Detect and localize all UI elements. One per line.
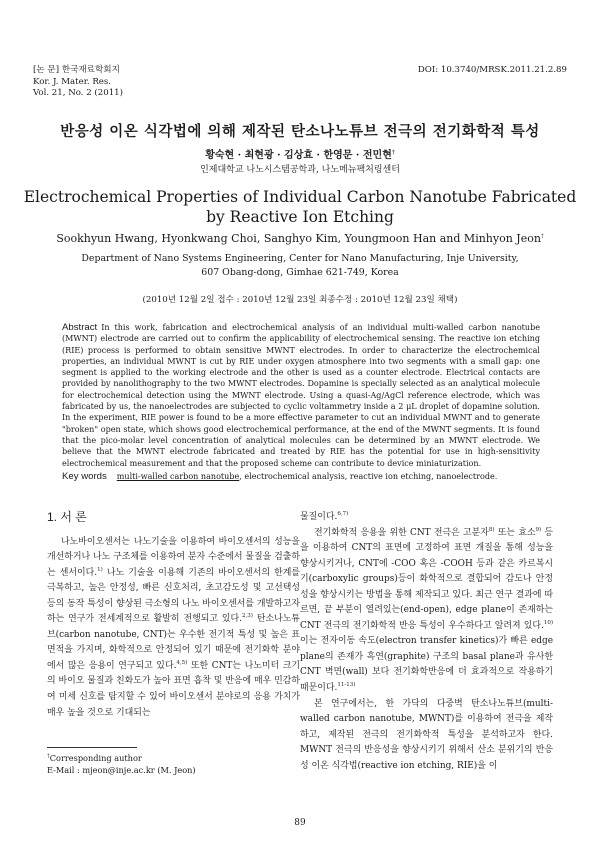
title-english-line-1: Electrochemical Properties of Individual Carbon Nanotube Fabricated [23,188,577,206]
title-english [0,187,600,227]
journal-volume: Vol. 21, No. 2 (2011) [33,88,123,98]
footnote-corresponding [47,752,196,764]
footnote [47,752,196,776]
footnote-rule [47,747,137,748]
page-number: 89 [294,818,306,828]
footnote-mark: † [47,753,50,760]
citation: 1) [97,566,103,573]
abstract-text: In this work, fabrication and electrochemical analysis of an individual multi-walled carbon nanotube (MWNT) electrode are carried out to confirm the applicability of electrochemical sensing. The reactive ion etching (RIE) process is performed to obtain sensitive MWNT electrodes. In order to characterize the electrochemical properties, an individual MWNT is cut by RIE under oxygen atmosphere into two segments with a small gap: one segment is applied to the working electrode and the other is used as a counter electrode. Electrical contacts are provided by nanolithography to the two MWNT electrodes. Dopamine is specially selected as an analytical molecule for electrochemical detection using the MWNT electrode. Using a quasi-Ag/AgCl reference electrode, which was fabricated by us, the nanoelectrodes are subjected to cyclic voltammetry inside a 2 μL droplet of dopamine solution. In the experiment, RIE power is found to be a more effective parameter to cut an individual MWNT and to generate "broken" open state, which shows good electrochemical performance, at the end of the MWNT segments. It is found that the pico-molar level concentration of analytical molecules can be determined by an MWNT electrode. We believe that the MWNT electrode fabricated and treated by RIE has the potential for use in high-sensitivity electrochemical measurement and that the proposed scheme can contribute to device miniaturization. [62,323,540,468]
affiliation-english [0,252,600,280]
citation: 8) [488,526,495,533]
authors-korean-names: 황숙현 · 최현광 · 김상효 · 한영문 · 전민현 [205,150,392,161]
abstract [62,322,540,469]
citation: 4,5) [176,659,188,666]
citation: 10) [543,619,553,626]
authors-english-names: Sookhyun Hwang, Hyonkwang Choi, Sanghyo Kim, Youngmoon Han and Minhyon Jeon [56,232,541,245]
intro-p2-text-b: 또는 효소 [494,527,536,538]
journal-abbr: Kor. J. Mater. Res. [33,76,112,87]
intro-p1-text-a: 나노바이오센서는 나노기술을 이용하여 바이오센서의 성능을 개선하거나 나노 구조체를 이용하여 분자 수준에서 물질을 검출하는 센서이다. [47,536,300,578]
keywords-label: Key words [62,471,107,482]
citation: 2,3) [242,613,253,620]
intro-p1-end: 물질이다. [300,512,338,522]
corresponding-mark-en: † [540,233,544,240]
intro-p2-text-c: 등을 이용하여 CNT의 표면에 고정하여 표면 개질을 통해 성능을 향상시키거나, CNT에 -COO 혹은 -COOH 등과 같은 카르복시기(carboxylic groups)등이 화학적으로 결합되어 감도나 안정성을 향상시키는 방법을 통해 제작되고 있다. 최근 연구 결과에 따르면, 끝 부분이 열려있는(end-open), edge plane이 존재하는 CNT 전극의 전기화학적 반응 특성이 우수하다고 알려져 있다. [300,527,554,631]
intro-p1-text-d: 또한 CNT는 나노미터 크기의 바이오 물질과 친화도가 높아 표면 흡착 및 반응에 매우 민감하여 미세 신호를 탐지할 수 있어 바이오센서 분야로의 응용 가치가 매우 높을 것으로 기대되는 [47,660,300,718]
journal-label: [논 문] 한국재료학회지 [33,65,120,75]
keywords-rest: , electrochemical analysis, reactive ion etching, nanoelectrode. [239,472,498,481]
abstract-label: Abstract [62,322,98,333]
footnote-email: E-Mail : mjeon@inje.ac.kr (M. Jeon) [47,765,196,775]
title-korean: 반응성 이온 식각법에 의해 제작된 탄소나노튜브 전극의 전기화학적 특성 [60,123,540,140]
intro-p1-text-c: 탄소나노튜브(carbon nanotube, CNT)는 우수한 전기적 특성 및 높은 표면적을 가지며, 화학적으로 안정되어 있기 때문에 전기화학 분야에서 많은 응용이 연구되고 있다. [47,614,300,671]
title-english-line-2: by Reactive Ion Etching [206,208,394,226]
corresponding-mark-ko: † [391,149,395,156]
citation: 11-13) [337,682,356,689]
affiliation-korean: 인제대학교 나노시스템공학과, 나노메뉴팩처링센터 [200,165,400,175]
intro-paragraph-1 [47,535,300,722]
intro-p1-text-b: 나노 기술을 이용해 기존의 바이오센서의 한계를 극복하고, 높은 안정성, 빠른 신호처리, 초고감도성 및 고선택성 등의 동작 특성이 향상된 극소형의 나노 바이오센서를 개발하고자 하는 연구가 전세계적으로 활발히 전행되고 있다. [47,567,300,625]
right-column [300,510,553,774]
affiliation-english-line-1: Department of Nano Systems Engineering, Center for Nano Manufacturing, Inje University, [81,253,519,264]
intro-paragraph-2 [300,526,553,697]
keywords [62,471,540,482]
intro-paragraph-1-continued [300,510,553,526]
keywords-first: multi-walled carbon nanotube [116,472,240,481]
intro-p2-text-d: 이는 전자이동 속도(electron transfer kinetics)가 빠른 edge plane의 존재가 흑연(graphite) 구조의 basal plane과 유사한 CNT 벽면(wall) 보다 전기화학반응에 더 효과적으로 작용하기 때문이다. [300,636,553,694]
section-heading-introduction: 1. 서 론 [47,510,87,524]
affiliation-english-line-2: 607 Obang-dong, Gimhae 621-749, Korea [201,267,399,278]
citation: 6,7) [337,511,349,518]
intro-p2-text-a: 전기화학적 응용을 위한 CNT 전극은 고분자 [314,527,489,538]
authors-korean [0,146,600,161]
left-column [47,510,300,721]
intro-paragraph-3: 본 연구에서는, 한 가닥의 다중벽 탄소나노튜브(multi-walled carbon nanotube, MWNT)를 이용하여 전극을 제작하고, 제작된 전극의 전기화학적 특성을 분석하고자 한다. MWNT 전극의 반응성을 향상시키기 위해서 산소 분위기의 반응성 이온 식각법(reactive ion etching, RIE)을 이 [300,698,553,771]
doi: DOI: 10.3740/MRSK.2011.21.2.89 [417,65,567,75]
footnote-line-1: Corresponding author [49,753,142,763]
journal-header [33,65,123,100]
submission-dates: (2010년 12월 2일 접수 : 2010년 12월 23일 최종수정 : 2010년 12월 23일 채택) [142,295,458,305]
authors-english [0,232,600,245]
citation: 9) [535,526,542,533]
